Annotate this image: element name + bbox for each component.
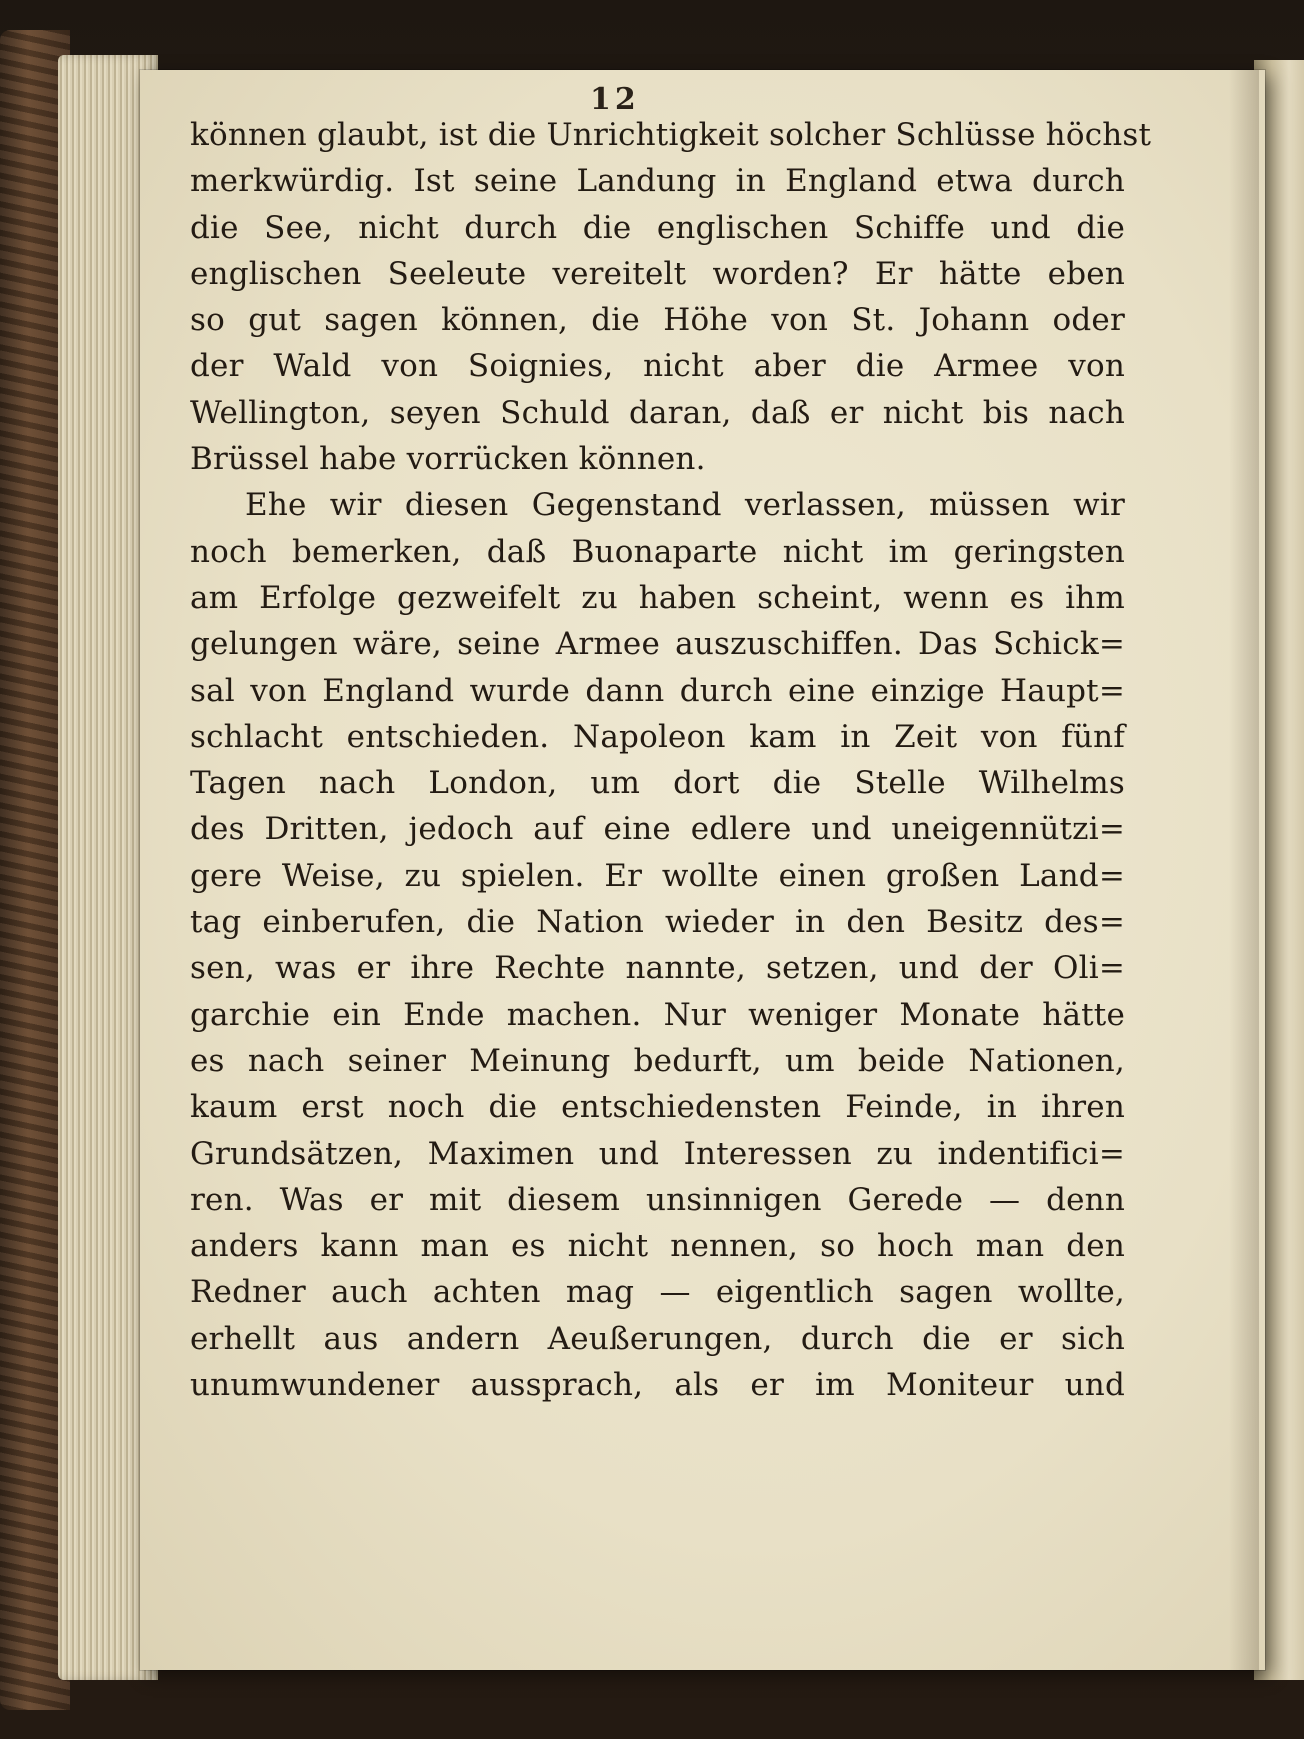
text-line: sal von England wurde dann durch eine einzige Haupt= (190, 672, 1125, 709)
text-line: so gut sagen können, die Höhe von St. Johann oder (190, 302, 1125, 339)
page-text (190, 112, 1152, 1408)
text-line: ren. Was er mit diesem unsinnigen Gerede — denn (190, 1181, 1125, 1218)
text-line: es nach seiner Meinung bedurft, um beide Nationen, (190, 1042, 1125, 1079)
text-line: sen, was er ihre Rechte nannte, setzen, und der Oli= (190, 950, 1125, 987)
text-line: gelungen wäre, seine Armee auszuschiffen. Das Schick= (190, 626, 1125, 663)
text-line: gere Weise, zu spielen. Er wollte einen großen Land= (190, 857, 1125, 894)
text-line: garchie ein Ende machen. Nur weniger Monate hätte (190, 996, 1125, 1033)
page-number: 12 (590, 82, 640, 117)
text-line: kaum erst noch die entschiedensten Feinde, in ihren (190, 1089, 1125, 1126)
text-line: unumwundener aussprach, als er im Moniteur und (190, 1367, 1125, 1404)
text-line: Ehe wir diesen Gegenstand verlassen, müssen wir (245, 487, 1125, 524)
gutter-shadow (1229, 70, 1259, 1670)
text-line: am Erfolge gezweifelt zu haben scheint, wenn es ihm (190, 579, 1125, 616)
text-line: anders kann man es nicht nennen, so hoch man den (190, 1228, 1125, 1265)
text-line: merkwürdig. Ist seine Landung in England etwa durch (190, 163, 1125, 200)
text-line: Grundsätzen, Maximen und Interessen zu indentifici= (190, 1135, 1125, 1172)
text-line: noch bemerken, daß Buonaparte nicht im geringsten (190, 533, 1125, 570)
text-line: Wellington, seyen Schuld daran, daß er nicht bis nach (190, 394, 1125, 431)
text-line: Redner auch achten mag — eigentlich sagen wollte, (190, 1274, 1125, 1311)
text-line: Brüssel habe vorrücken können. (190, 441, 706, 478)
text-line: Tagen nach London, um dort die Stelle Wilhelms (190, 765, 1125, 802)
text-line: englischen Seeleute vereitelt worden? Er hätte eben (190, 255, 1125, 292)
text-line: erhellt aus andern Aeußerungen, durch die er sich (190, 1320, 1125, 1357)
text-line: tag einberufen, die Nation wieder in den Besitz des= (190, 904, 1125, 941)
text-line: die See, nicht durch die englischen Schiffe und die (190, 209, 1125, 246)
text-line: schlacht entschieden. Napoleon kam in Zeit von fünf (190, 718, 1125, 755)
text-line: können glaubt, ist die Unrichtigkeit solcher Schlüsse höchst (190, 117, 1152, 153)
text-line: der Wald von Soignies, nicht aber die Armee von (190, 348, 1125, 385)
text-line: des Dritten, jedoch auf eine edlere und uneigennützi= (190, 811, 1125, 848)
